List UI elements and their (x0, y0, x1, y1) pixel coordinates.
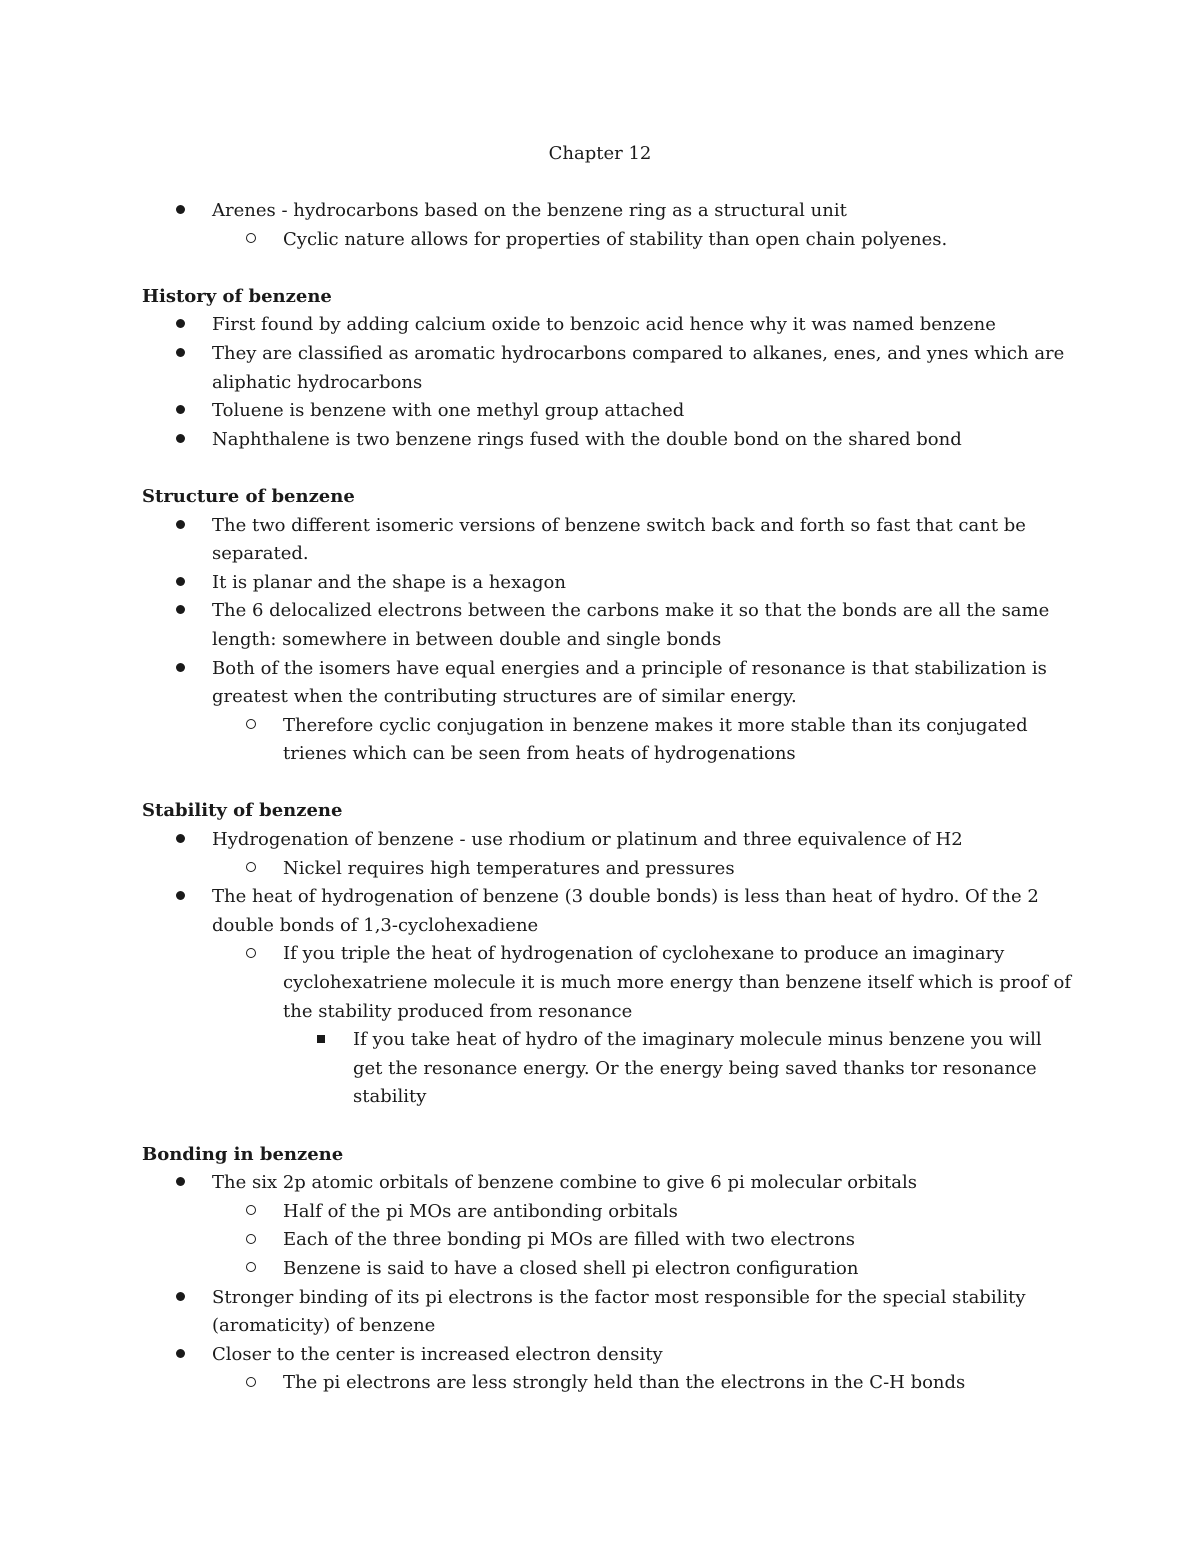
list-item: Therefore cyclic conjugation in benzene makes it more stable than its conjugated trienes which can be seen from heats of hydrogenations (142, 712, 1072, 769)
list-item: Both of the isomers have equal energies and a principle of resonance is that stabilization is greatest when the contributing structures are of similar energy. (142, 655, 1072, 712)
bullet-dot-icon (170, 426, 190, 455)
list-item: Closer to the center is increased electron density (142, 1341, 1072, 1370)
list-item: If you take heat of hydro of the imaginary molecule minus benzene you will get the resonance energy. Or the energy being saved thanks tor resonance stability (142, 1026, 1072, 1112)
bullet-dot-icon (170, 311, 190, 340)
list-item: Nickel requires high temperatures and pressures (142, 855, 1072, 884)
list-item: Stronger binding of its pi electrons is the factor most responsible for the special stability (aromaticity) of benzene (142, 1284, 1072, 1341)
bullet-dot-icon (170, 597, 190, 626)
list-item: The two different isomeric versions of benzene switch back and forth so fast that cant be separated. (142, 512, 1072, 569)
list-item: It is planar and the shape is a hexagon (142, 569, 1072, 598)
bullet-ring-icon (241, 226, 261, 255)
bullet-dot-icon (170, 1169, 190, 1198)
list-item: Benzene is said to have a closed shell pi electron configuration (142, 1255, 1072, 1284)
bullet-ring-icon (241, 1255, 261, 1284)
list-item: The 6 delocalized electrons between the carbons make it so that the bonds are all the same length: somewhere in between double and single bonds (142, 597, 1072, 654)
bullet-dot-icon (170, 340, 190, 369)
list-item: Hydrogenation of benzene - use rhodium or platinum and three equivalence of H2 (142, 826, 1072, 855)
list-item: Cyclic nature allows for properties of stability than open chain polyenes. (142, 226, 1072, 255)
section-heading-bonding: Bonding in benzene (142, 1143, 344, 1165)
list-item: Arenes - hydrocarbons based on the benzene ring as a structural unit (142, 197, 1072, 226)
bullet-ring-icon (241, 855, 261, 884)
bullet-dot-icon (170, 883, 190, 912)
bullet-ring-icon (241, 940, 261, 969)
bullet-dot-icon (170, 826, 190, 855)
list-item: Naphthalene is two benzene rings fused with the double bond on the shared bond (142, 426, 1072, 455)
bullet-dot-icon (170, 569, 190, 598)
page-title: Chapter 12 (548, 143, 652, 164)
section-heading-stability: Stability of benzene (142, 800, 343, 822)
document-body (142, 197, 1072, 1398)
list-item: The six 2p atomic orbitals of benzene combine to give 6 pi molecular orbitals (142, 1169, 1072, 1198)
list-item: Half of the pi MOs are antibonding orbitals (142, 1198, 1072, 1227)
list-item: Toluene is benzene with one methyl group attached (142, 397, 1072, 426)
section-heading-structure: Structure of benzene (142, 485, 355, 507)
bullet-square-icon (311, 1026, 331, 1055)
list-item: The heat of hydrogenation of benzene (3 double bonds) is less than heat of hydro. Of the 2 double bonds of 1,3-cyclohexadiene (142, 883, 1072, 940)
bullet-dot-icon (170, 512, 190, 541)
bullet-dot-icon (170, 655, 190, 684)
list-item: The pi electrons are less strongly held than the electrons in the C-H bonds (142, 1369, 1072, 1398)
bullet-ring-icon (241, 1226, 261, 1255)
bullet-ring-icon (241, 712, 261, 741)
list-item: If you triple the heat of hydrogenation of cyclohexane to produce an imaginary cyclohexatriene molecule it is much more energy than benzene itself which is proof of the stability produced from resonance (142, 940, 1072, 1026)
bullet-dot-icon (170, 1341, 190, 1370)
list-item: First found by adding calcium oxide to benzoic acid hence why it was named benzene (142, 311, 1072, 340)
bullet-dot-icon (170, 197, 190, 226)
bullet-dot-icon (170, 397, 190, 426)
section-heading-history: History of benzene (142, 285, 332, 307)
bullet-ring-icon (241, 1198, 261, 1227)
list-item: Each of the three bonding pi MOs are filled with two electrons (142, 1226, 1072, 1255)
bullet-dot-icon (170, 1284, 190, 1313)
list-item: They are classified as aromatic hydrocarbons compared to alkanes, enes, and ynes which are aliphatic hydrocarbons (142, 340, 1072, 397)
bullet-ring-icon (241, 1369, 261, 1398)
